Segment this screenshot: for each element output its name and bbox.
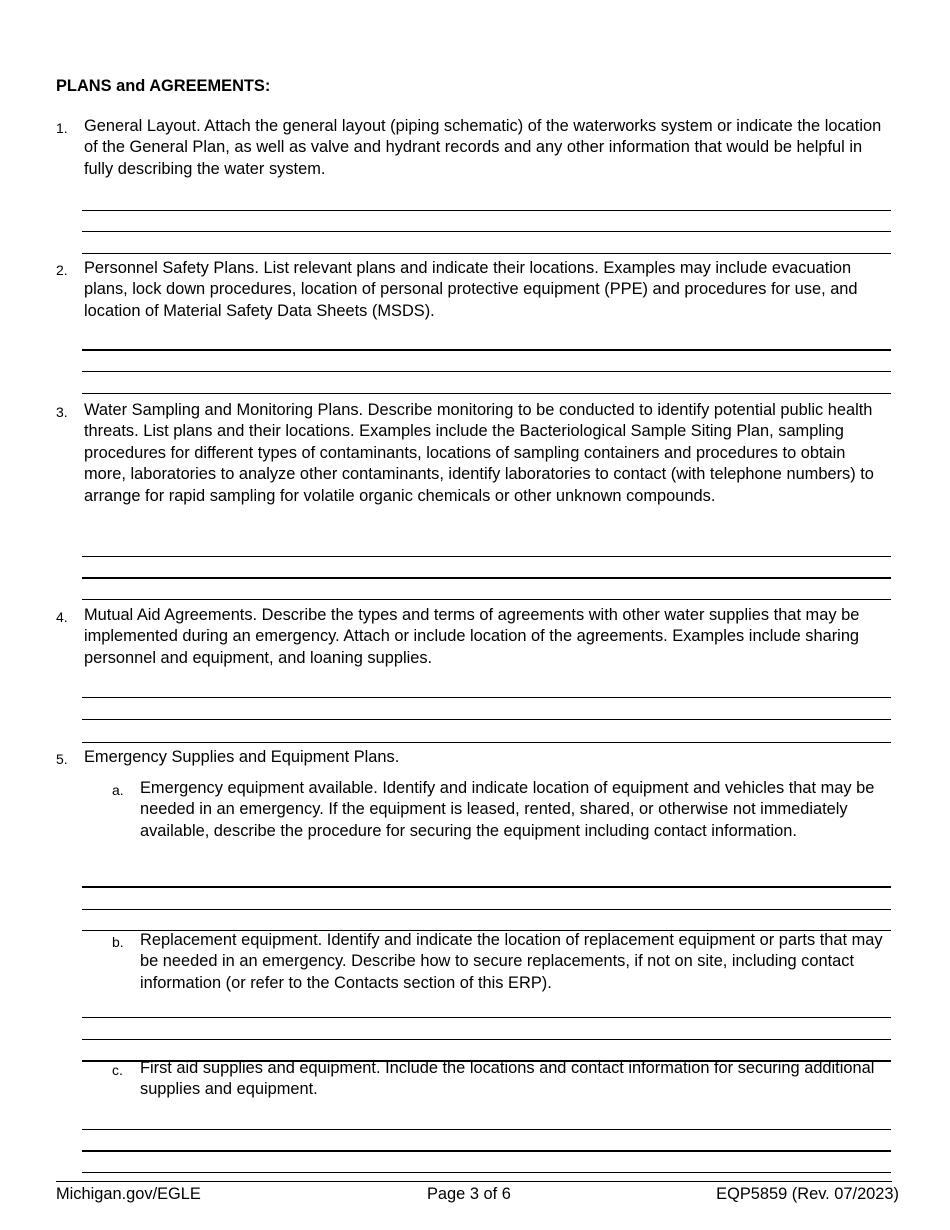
subitem-letter: c.	[112, 1062, 123, 1078]
item-number: 1.	[56, 120, 68, 136]
answer-line[interactable]	[82, 1017, 891, 1018]
answer-line[interactable]	[82, 393, 891, 394]
footer-rule	[56, 1181, 892, 1182]
subitem-text-first-aid: First aid supplies and equipment. Include the locations and contact information for securing additional supplies and equipment.	[140, 1059, 875, 1099]
answer-line[interactable]	[82, 349, 891, 351]
section-title: PLANS and AGREEMENTS:	[56, 77, 271, 95]
answer-line[interactable]	[82, 210, 891, 211]
subitem-letter: a.	[112, 782, 124, 798]
item-text-emergency-supplies: Emergency Supplies and Equipment Plans.	[84, 748, 400, 766]
answer-line[interactable]	[82, 371, 891, 372]
answer-line[interactable]	[82, 742, 891, 743]
footer-form-number: EQP5859 (Rev. 07/2023)	[716, 1185, 899, 1203]
answer-line[interactable]	[82, 1129, 891, 1130]
answer-line[interactable]	[82, 1172, 891, 1173]
item-number: 3.	[56, 404, 68, 420]
item-text-water-sampling: Water Sampling and Monitoring Plans. Describe monitoring to be conducted to identify potential public health threats. List plans and their locations. Examples include the Bacteriological Sample Siting Plan, sampling procedures for different types of contaminants, locations of sampling containers and procedures to obtain more, laboratories to analyze other contaminants, identify laboratories to contact (with telephone numbers) to arrange for rapid sampling for volatile organic chemicals or other unknown compounds.	[84, 401, 874, 505]
answer-line[interactable]	[82, 697, 891, 698]
item-text-mutual-aid: Mutual Aid Agreements. Describe the types and terms of agreements with other water supplies that may be implemented during an emergency. Attach or include location of the agreements. Examples include sharing personnel and equipment, and loaning supplies.	[84, 606, 860, 667]
answer-line[interactable]	[82, 719, 891, 720]
footer-page-number: Page 3 of 6	[427, 1185, 511, 1203]
subitem-text-emergency-equipment: Emergency equipment available. Identify and indicate location of equipment and vehicles that may be needed in an emergency. If the equipment is leased, rented, shared, or otherwise not immediately available, describe the procedure for securing the equipment including contact information.	[140, 779, 875, 840]
answer-line[interactable]	[82, 253, 891, 254]
answer-line[interactable]	[82, 231, 891, 232]
footer-website: Michigan.gov/EGLE	[56, 1185, 201, 1203]
item-text-personnel-safety: Personnel Safety Plans. List relevant plans and indicate their locations. Examples may include evacuation plans, lock down procedures, location of personal protective equipment (PPE) and procedures for use, and location of Material Safety Data Sheets (MSDS).	[84, 259, 858, 320]
answer-line[interactable]	[82, 599, 891, 600]
answer-line[interactable]	[82, 556, 891, 557]
subitem-letter: b.	[112, 934, 124, 950]
answer-line[interactable]	[82, 1039, 891, 1040]
answer-line[interactable]	[82, 909, 891, 910]
subitem-text-replacement-equipment: Replacement equipment. Identify and indicate the location of replacement equipment or parts that may be needed in an emergency. Describe how to secure replacements, if not on site, including contact information (or refer to the Contacts section of this ERP).	[140, 931, 883, 992]
item-number: 4.	[56, 609, 68, 625]
answer-line[interactable]	[82, 886, 891, 888]
answer-line[interactable]	[82, 1150, 891, 1152]
item-number: 2.	[56, 262, 68, 278]
item-number: 5.	[56, 751, 68, 767]
answer-line[interactable]	[82, 577, 891, 579]
item-text-general-layout: General Layout. Attach the general layout (piping schematic) of the waterworks system or indicate the location of the General Plan, as well as valve and hydrant records and any other information that would be helpful in fully describing the water system.	[84, 117, 882, 178]
